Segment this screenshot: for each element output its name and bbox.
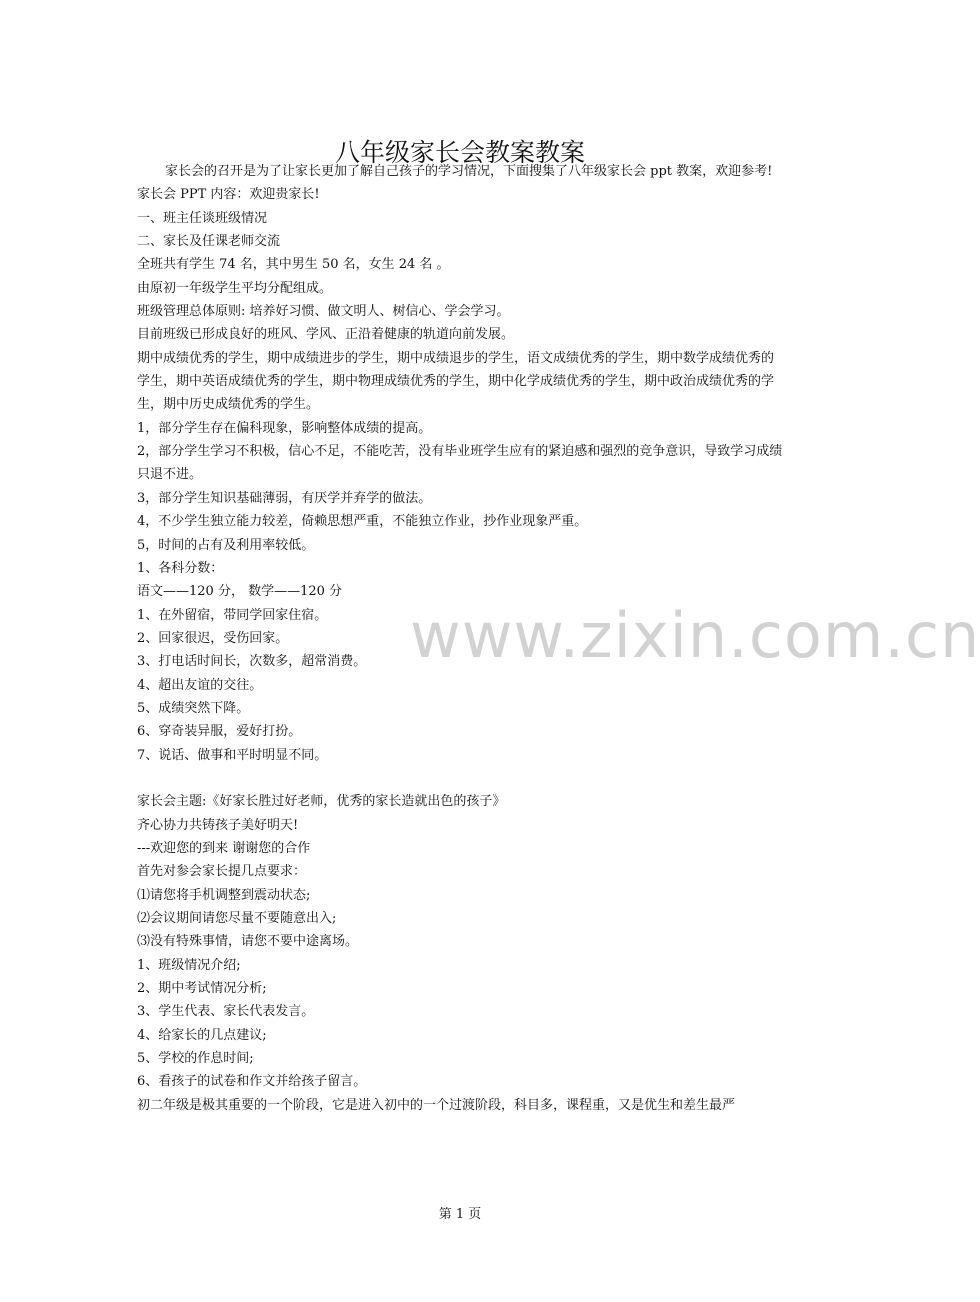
paragraph: 3、学生代表、家长代表发言。 (137, 1004, 315, 1020)
paragraph: 语文——120 分， 数学——120 分 (137, 584, 343, 600)
paragraph: 5，时间的占有及利用率较低。 (137, 537, 315, 553)
paragraph: 全班共有学生 74 名，其中男生 50 名，女生 24 名 。 (137, 257, 450, 273)
paragraph: 初二年级是极其重要的一个阶段，它是进入初中的一个过渡阶段，科目多，课程重，又是优生和差生最严 (137, 1097, 736, 1113)
paragraph: 由原初一年级学生平均分配组成。 (137, 280, 333, 296)
paragraph: 3、打电话时间长，次数多，超常消费。 (137, 654, 367, 670)
paragraph: 5、成绩突然下降。 (137, 700, 250, 716)
paragraph: 家长会 PPT 内容：欢迎贵家长! (137, 187, 320, 203)
paragraph: 期中成绩优秀的学生，期中成绩进步的学生，期中成绩退步的学生，语文成绩优秀的学生，期中数学成绩优秀的学生，期中英语成绩优秀的学生，期中物理成绩优秀的学生，期中化学成绩优秀的学生，期中政治成绩优秀的学生，期中历史成绩优秀的学生。 (137, 350, 775, 413)
paragraph: 目前班级已形成良好的班风、学风、正沿着健康的轨道向前发展。 (137, 327, 515, 343)
paragraph: ⑴请您将手机调整到震动状态; (137, 887, 311, 903)
paragraph: 4、超出友谊的交往。 (137, 677, 263, 693)
paragraph: 6、看孩子的试卷和作文并给孩子留言。 (137, 1074, 367, 1090)
paragraph: 2、期中考试情况分析; (137, 981, 267, 997)
watermark: www.zixin.com.cn (410, 599, 980, 672)
paragraph: 7、说话、做事和平时明显不同。 (137, 747, 328, 763)
paragraph: 4，不少学生独立能力较差，倚赖思想严重，不能独立作业，抄作业现象严重。 (137, 514, 588, 530)
paragraph: ---欢迎您的到来 谢谢您的合作 (137, 840, 311, 856)
paragraph: 1、各科分数： (137, 560, 224, 576)
paragraph-intro: 家长会的召开是为了让家长更加了解自己孩子的学习情况，下面搜集了八年级家长会 ppt 教案，欢迎参考! (165, 164, 773, 179)
paragraph: 1、班级情况介绍; (137, 957, 241, 973)
paragraph: 2，部分学生学习不积极，信心不足，不能吃苦，没有毕业班学生应有的紧迫感和强烈的竞争意识，导致学习成绩只退不进。 (137, 444, 783, 483)
paragraph: 齐心协力共铸孩子美好明天! (137, 817, 299, 833)
paragraph: 首先对参会家长提几点要求： (137, 864, 307, 880)
paragraph: 家长会主题:《好家长胜过好老师，优秀的家长造就出色的孩子》 (137, 794, 506, 810)
paragraph: 一、班主任谈班级情况 (137, 210, 268, 226)
paragraph: ⑵会议期间请您尽量不要随意出入; (137, 911, 337, 926)
page-number: 第 1 页 (438, 1207, 482, 1222)
blank-line (137, 767, 785, 790)
paragraph: 1，部分学生存在偏科现象，影响整体成绩的提高。 (137, 420, 432, 436)
paragraph: 班级管理总体原则: 培养好习惯、做文明人、树信心、学会学习。 (137, 304, 510, 320)
paragraph: 6、穿奇装异服，爱好打扮。 (137, 724, 302, 740)
paragraph: 1、在外留宿，带同学回家住宿。 (137, 607, 328, 623)
document-title: 八年级家长会教案教案 (334, 137, 585, 167)
paragraph: 2、回家很迟，受伤回家。 (137, 630, 289, 646)
paragraph: 4、给家长的几点建议; (137, 1027, 267, 1043)
paragraph: 5、学校的作息时间; (137, 1051, 254, 1067)
paragraph: 3，部分学生知识基础薄弱，有厌学并弃学的做法。 (137, 490, 432, 506)
paragraph: ⑶没有特殊事情，请您不要中途离场。 (137, 934, 359, 950)
document-body (137, 160, 785, 1117)
paragraph: 二、家长及任课老师交流 (137, 234, 281, 250)
